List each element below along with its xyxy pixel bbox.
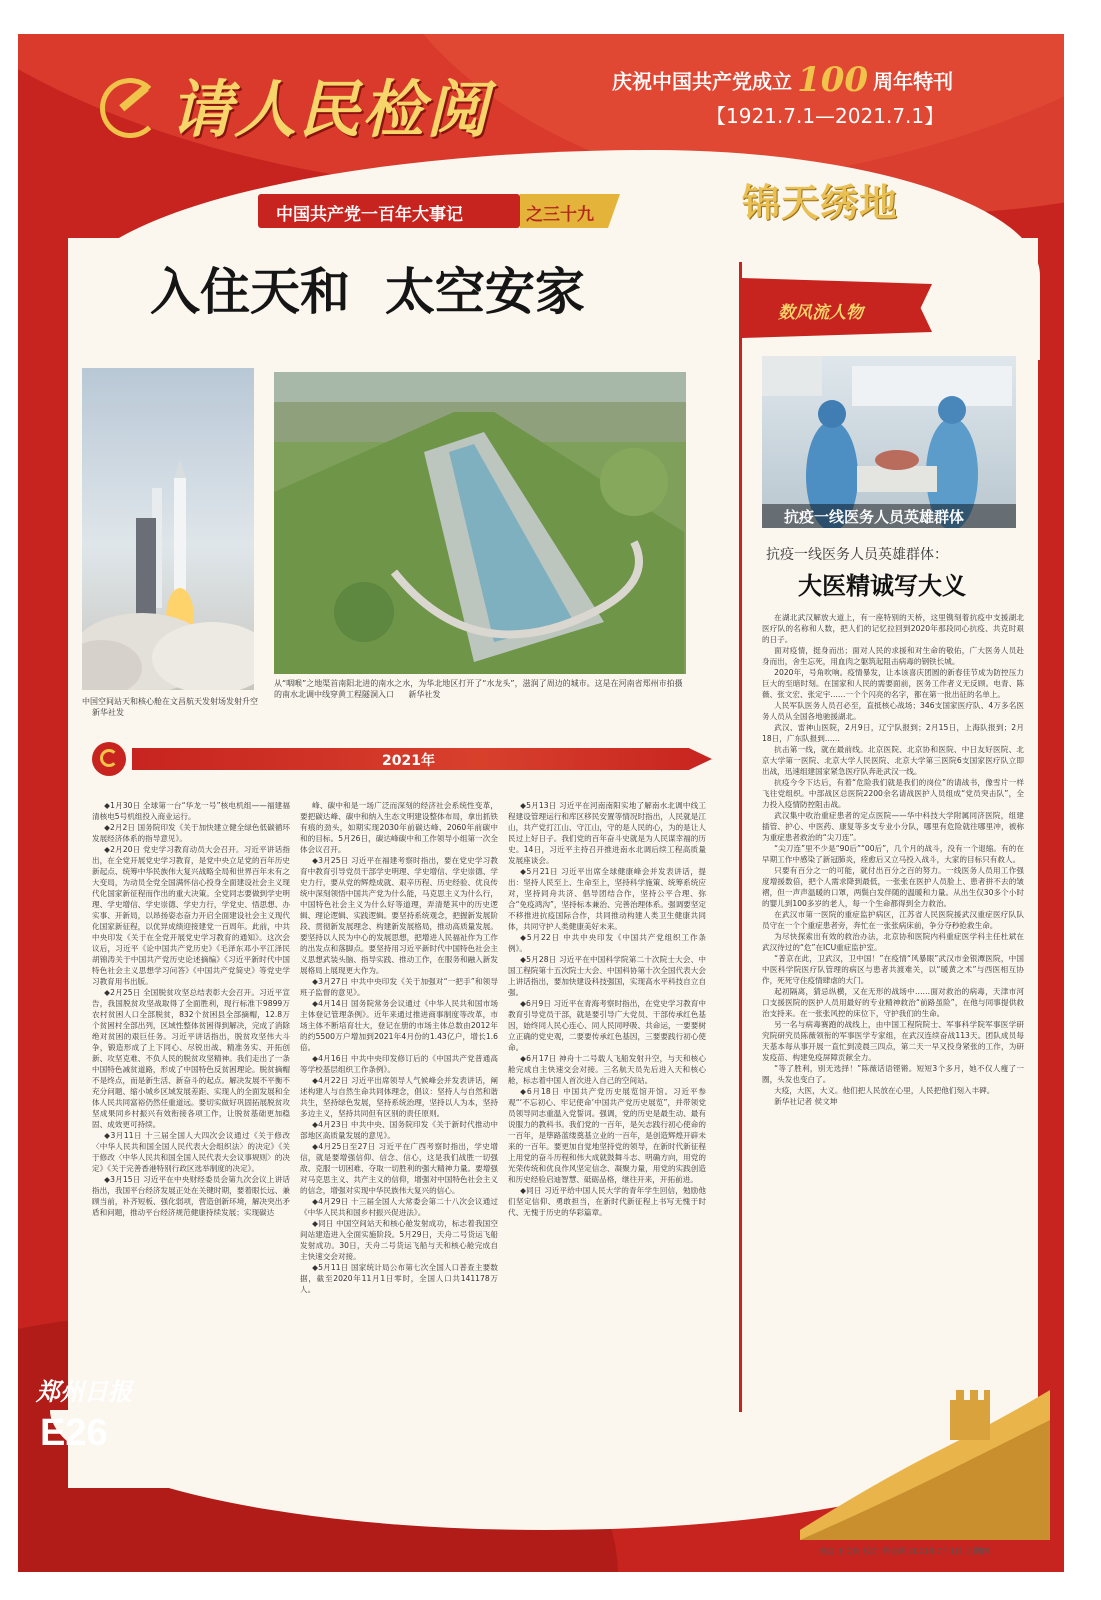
- article-paragraph: 武汉集中收治重症患者的定点医院——华中科技大学附属同济医院，组建插管、护心、中医药、康复等多支专业小分队，哪里有危险就往哪里冲，被称为重症患者救治的“尖刀连”。: [762, 811, 1024, 842]
- article-title: 大医精诚写大义: [798, 571, 966, 600]
- credits-line: 责编 王文捷 校对 蔡会新 2021年7月1日 星期四: [818, 1547, 990, 1556]
- article-paragraph: 抗疫今令下达后，有着“危险我们就是我们的岗位”的请战书，像雪片一样飞往党组织。中部战区总医院2200余名请战医护人员组成“党员突击队”，全力投入疫情防控阻击战。: [762, 778, 1024, 809]
- timeline-entry: ◆6月9日 习近平在青海考察时指出，在党史学习教育中教育引导党员干部，就是要引导广大党员、干部传承红色基因，始终同人民心连心、同人民同呼吸、共命运，一要要树立正确的党史观，二要要传承红色基因，三要要践行初心使命。: [508, 999, 706, 1052]
- series-suffix: 之三十九: [526, 205, 594, 225]
- right-caption-text: 从“咽喉”之地渠首南阳北进的南水之水，为华北地区打开了“水龙头”，滋润了周边的城市。这是在河南省郑州市拍摄的南水北调中线穿黄工程隧洞入口: [274, 679, 683, 699]
- great-wall-decoration: [800, 1360, 1050, 1540]
- article-paragraph: 另一名与病毒赛跑的战线上，由中国工程院院士、军事科学院军事医学研究院研究员陈薇领衔的军事医学专家组，在武汉连续奋战113天。团队成员每天基本每从事开展一直忙到凌晨三四点，第二天一早又投身紧张的工作，为研发疫苗、构建免疫屏障贡献全力。: [762, 1020, 1024, 1062]
- article-subtitle: 抗疫一线医务人员英雄群体：: [766, 547, 948, 563]
- left-caption-credit: 新华社发: [92, 708, 124, 717]
- article-paragraph: 面对疫情，挺身而出；面对人民的求援和对生命的敬佑，广大医务人员赴身而出，舍生忘死，用血肉之躯筑起阻击病毒的钢铁长城。: [762, 646, 1024, 666]
- article-paragraph: 在武汉市第一医院的重症监护病区，江苏省人民医院援武汉重症医疗队队员守在一个个重症患者旁，奔忙在一张张病床前，争分夺秒抢救生命。: [762, 910, 1024, 930]
- article-byline: 新华社记者 侯文坤: [774, 1097, 838, 1106]
- article-paragraph: 大疫，大医，大义。他们把人民放在心里，人民把他们刻入丰碑。: [774, 1086, 995, 1095]
- article-paragraph: 抗击第一线，就在最前线。北京医院、北京协和医院、中日友好医院、北京大学第一医院、北京大学人民医院、北京大学第三医院6支国家医疗队立即出战，迅速组建国家紧急医疗队奔赴武汉一线。: [762, 745, 1024, 776]
- rocket-launch-photo: [82, 368, 254, 690]
- timeline-entry: ◆4月14日 国务院常务会议通过《中华人民共和国市场主体登记管理条例》。近年来通过推进商事制度等改革，市场主体不断培育壮大，登记在册的市场主体总数由2012年的约5500万户增加到2021年4月份的1.43亿户，增长1.6倍。: [300, 999, 498, 1052]
- timeline-column-3: [508, 800, 706, 1455]
- timeline-entry: ◆3月25日 习近平在福建考察时指出，要在党史学习教育中教育引导党员干部学史明理、学史增信、学史崇德、学史力行，要从党的辉煌成就、艰辛历程、历史经验、优良传统中深刻领悟中国共产党为什么能，马克思主义为什么行，中国特色社会主义为什么好等道理，弄清楚其中的历史逻辑、理论逻辑、实践逻辑。要坚持系统观念，把握新发展阶段、贯彻新发展理念、构建新发展格局，推动高质量发展。要坚持以人民为中心的发展思想，把增进人民福祉作为工作的出发点和落脚点。要坚持用习近平新时代中国特色社会主义思想武装头脑、指导实践、推动工作，在服务和融入新发展格局上展现更大作为。: [300, 856, 498, 975]
- headline: 入住天和 太空安家: [150, 262, 585, 321]
- timeline-entry: ◆4月22日 习近平出席领导人气候峰会并发表讲话，阐述构建人与自然生命共同体理念，倡议：坚持人与自然和谐共生，坚持绿色发展，坚持系统治理，坚持以人为本，坚持多边主义，坚持共同但有区别的责任原则。: [300, 1076, 498, 1118]
- article-paragraph: “等了胜利，别无选择！”陈薇话语铿锵。短短3个多月，她不仅人瘦了一圈，头发也变白了。: [762, 1064, 1024, 1084]
- medical-workers-photo: [762, 356, 1016, 528]
- article-paragraph: “尖刀连”里不少是“90后”“00后”，几个月的战斗，没有一个退缩。有的在早期工作中感染了新冠肺炎，痊愈后又立马投入战斗，大家的目标只有救人。: [762, 844, 1024, 864]
- article-paragraph: 人民军队医务人员召必至，直抵核心战场；346支国家医疗队、4万多名医务人员从全国各地驰援湖北。: [762, 701, 1024, 721]
- aerial-photo-art: [274, 372, 686, 674]
- rocket-photo-art: [82, 368, 254, 690]
- timeline-entry: ◆6月17日 神舟十二号载人飞船发射升空，与天和核心舱完成自主快速交会对接。三名航天员先后进入天和核心舱，标志着中国人首次进入自己的空间站。: [508, 1054, 706, 1085]
- celebration-suffix: 周年特刊: [873, 69, 954, 94]
- date-range: 【1921.7.1—2021.7.1】: [706, 104, 945, 128]
- anniversary-number: 100: [797, 60, 869, 100]
- timeline-entry: ◆6月18日 中国共产党历史展览馆开馆。习近平参观“‘不忘初心、牢记使命’中国共产党历史展览”，并带领党员领导同志重温入党誓词。强调，党的历史是最生动、最有说服力的教科书。我们党的一百年，是矢志践行初心使命的一百年，是筚路蓝缕奠基立业的一百年，是创造辉煌开辟未来的一百年。要更加自觉地坚持党的领导，在新时代新征程上用党的奋斗历程和伟大成就鼓舞斗志、明确方向，用党的光荣传统和优良作风坚定信念、凝聚力量，用党的实践创造和历史经验启迪智慧、砥砺品格，继往开来，开拓前进。: [508, 1087, 706, 1184]
- timeline-entry: ◆5月28日 习近平在中国科学院第二十次院士大会、中国工程院第十五次院士大会、中国科协第十次全国代表大会上讲话指出，要加快建设科技强国，实现高水平科技自立自强。: [508, 955, 706, 997]
- series-prefix: 中国共产党一百年大事记: [276, 205, 463, 225]
- timeline-entry: ◆1月30日 全球第一台“华龙一号”核电机组——福建福清核电5号机组投入商业运行。: [92, 801, 290, 821]
- medical-photo-label: 抗疫一线医务人员英雄群体: [784, 508, 965, 526]
- timeline-entry: ◆5月21日 习近平出席全球健康峰会并发表讲话，提出：坚持人民至上、生命至上，坚持科学施策、统筹系统应对，坚持同舟共济、倡导团结合作，坚持公平合理、弥合“免疫鸿沟”，坚持标本兼治、完善治理体系。强调要坚定不移推进抗疫国际合作，共同推动构建人类卫生健康共同体，共同守护人类健康美好未来。: [508, 867, 706, 931]
- medical-photo-art: [762, 356, 1016, 528]
- timeline-entry: ◆3月15日 习近平在中央财经委员会第九次会议上讲话指出，我国平台经济发展正处在关键时期，要着眼长远、兼顾当前，补齐短板、强化弱项，营造创新环境，解决突出矛盾和问题，推动平台经济规范健康持续发展；实现碳达: [92, 1175, 290, 1217]
- timeline-entry: ◆5月22日 中共中央印发《中国共产党组织工作条例》。: [508, 933, 706, 953]
- article-paragraph: 在湖北武汉解放大道上，有一座特别的天桥，这里镌刻着抗疫中支援湖北医疗队的名称和人数，把人们的记忆拉回到2020年那段同心抗疫、共克时艰的日子。: [762, 613, 1024, 644]
- series-banner: [258, 194, 638, 228]
- article-paragraph: 只要有百分之一的可能，就付出百分之百的努力。一线医务人员用工作强度增援数倍，把个人需求降到最低，一张张在医护人员脸上、患者拼不去的皱褶，但一声声温暖的口罩，两鬓白发伴随的温暖和力量。从出生仅30多个小时的婴儿到100多岁的老人，每一个生命都得到全力救治。: [762, 866, 1024, 908]
- year-banner: [92, 742, 712, 776]
- timeline-entry: ◆4月25日至27日 习近平在广西考察时指出，学史增信，就是要增强信仰、信念、信心，这是我们战胜一切强敌、克服一切困难、夺取一切胜利的强大精神力量。要增强对马克思主义、共产主义的信仰，增强对中国特色社会主义的信念，增强对实现中华民族伟大复兴的信心。: [300, 1142, 498, 1195]
- timeline-entry: 峰、碳中和是一场广泛而深刻的经济社会系统性变革，要把碳达峰、碳中和纳入生态文明建设整体布局，拿出抓铁有痕的劲头，如期实现2030年前碳达峰、2060年前碳中和的目标。5月26日，碳达峰碳中和工作领导小组第一次全体会议召开。: [300, 801, 498, 854]
- paper-name: 郑州日报: [36, 1377, 132, 1406]
- left-photo-caption: [82, 696, 258, 722]
- aerial-canal-photo: [274, 372, 686, 674]
- timeline-entry: ◆5月11日 国家统计局公布第七次全国人口普查主要数据，截至2020年11月1日零时，全国人口共141178万人。: [300, 1263, 498, 1294]
- timeline-entry: ◆4月16日 中共中央印发修订后的《中国共产党普通高等学校基层组织工作条例》。: [300, 1054, 498, 1074]
- party-emblem-icon: [100, 749, 118, 767]
- article-paragraph: 武汉、雷神山医院，2月9日，辽宁队报到；2月15日，上海队报到；2月18日，广东队报到……: [762, 723, 1024, 743]
- timeline-entry: ◆4月29日 十三届全国人大常委会第二十八次会议通过《中华人民共和国乡村振兴促进法》。: [300, 1197, 498, 1217]
- section-title: 锦天绣地: [742, 180, 899, 225]
- celebration-line: [612, 60, 1052, 100]
- right-caption-credit: 新华社发: [408, 690, 441, 699]
- celebration-text: 庆祝中国共产党成立: [612, 69, 792, 94]
- hammer-sickle-icon: [100, 78, 160, 138]
- timeline-entry: ◆3月27日 中共中央印发《关于加强对“一把手”和领导班子监督的意见》。: [300, 977, 498, 997]
- timeline-column-2: [300, 800, 498, 1455]
- timeline-entry: ◆5月13日 习近平在河南南阳实地了解南水北调中线工程建设管理运行和库区移民安置等情况时指出，人民就是江山，共产党打江山、守江山，守的是人民的心，为的是让人民过上好日子。我们党的百年奋斗史就是为人民谋幸福的历史。14日，习近平主持召开推进南水北调后续工程高质量发展座谈会。: [508, 801, 706, 865]
- article-paragraph: 起初隔离，猜忌纵横，又在无形的战场中……面对救治的病毒，天津市河口支援医院的医护人员用最好的专业精神救治“前路虽险”，在他与同事提供救治支持来。在一张张风控的床位下，守护我们的生命。: [762, 987, 1024, 1018]
- article-paragraph: “普京在此，卫武汉，卫中国！”在疫情“风暴眼”武汉市金银潭医院，中国中医科学院医疗队管理的病区与患者共渡难关，以“暖黄之术”与西医相互协作，死死守住疫情肆虐的大门。: [762, 954, 1024, 985]
- left-caption-text: 中国空间站天和核心舱在文昌航天发射场发射升空: [82, 697, 258, 706]
- timeline-column-1: [92, 800, 290, 1360]
- year-banner-label: 2021年: [382, 753, 435, 769]
- column-divider: [739, 262, 742, 1412]
- great-wall-art: [800, 1360, 1050, 1540]
- timeline-entry: ◆4月23日 中共中央、国务院印发《关于新时代推动中部地区高质量发展的意见》。: [300, 1120, 498, 1140]
- right-photo-caption: [274, 678, 686, 714]
- page-number: E26: [40, 1412, 108, 1454]
- article-paragraph: 为尽快探索出有效的救治办法，北京协和医院内科重症医学科主任杜斌在武汉待过的“危”在ICU重症监护室。: [762, 932, 1024, 952]
- timeline-entry: ◆2月25日 全国脱贫攻坚总结表彰大会召开。习近平宣告，我国脱贫攻坚战取得了全面胜利，现行标准下9899万农村贫困人口全部脱贫，832个贫困县全部摘帽，12.8万个贫困村全部出列，区域性整体贫困得到解决，完成了消除绝对贫困的艰巨任务。习近平讲话指出，脱贫攻坚伟大斗争，锻造形成了上下同心、尽锐出战、精准务实、开拓创新、攻坚克难、不负人民的脱贫攻坚精神。我们走出了一条中国特色减贫道路，形成了中国特色反贫困理论。脱贫摘帽不是终点，而是新生活、新奋斗的起点。解决发展不平衡不充分问题、缩小城乡区域发展差距、实现人的全面发展和全体人民共同富裕仍然任重道远。要切实做好巩固拓展脱贫攻坚成果同乡村振兴有效衔接各项工作，让脱贫基础更加稳固、成效更可持续。: [92, 988, 290, 1129]
- article-paragraph: 2020年，号角吹响。疫情暴发，让本该喜庆团圆的新春佳节成为防控压力巨大的至暗时刻。在国家和人民的需要面前，医务工作者义无反顾。电青、陈薇、张文宏、张定宇……一个个闪亮的名字，都在第一批出征的名单上。: [762, 668, 1024, 699]
- timeline-entry: ◆2月2日 国务院印发《关于加快建立健全绿色低碳循环发展经济体系的指导意见》。: [92, 823, 290, 843]
- masthead-title: 请人民检阅: [170, 73, 491, 146]
- timeline-entry: ◆同日 习近平给中国人民大学的青年学生回信，勉励他们坚定信仰、勇敢担当，在新时代新征程上书写无愧于时代、无愧于历史的华彩篇章。: [508, 1186, 706, 1217]
- timeline-entry: ◆2月20日 党史学习教育动员大会召开。习近平讲话指出，在全党开展党史学习教育，是党中央立足党的百年历史新起点、统筹中华民族伟大复兴战略全局和世界百年未有之大变局，为动员全党全国满怀信心投身全面建设社会主义现代化国家新征程而作出的重大决策。全党同志要做到学史明理、学史增信、学史崇德、学史力行，学党史、悟思想、办实事、开新局，以昂扬姿态奋力开启全面建设社会主义现代化国家新征程，以优异成绩迎接建党一百周年。此前，中共中央印发《关于在全党开展党史学习教育的通知》。这次会议后，习近平《论中国共产党历史》《毛泽东邓小平江泽民胡锦涛关于中国共产党历史论述摘编》《习近平新时代中国特色社会主义思想学习问答》《中国共产党简史》等党史学习教育用书出版。: [92, 845, 290, 986]
- timeline-entry: ◆3月11日 十三届全国人大四次会议通过《关于修改〈中华人民共和国全国人民代表大会组织法〉的决定》《关于修改〈中华人民共和国全国人民代表大会议事规则〉的决定》《关于完善香港特别行政区选举制度的决定》。: [92, 1131, 290, 1173]
- article-body: [762, 612, 1024, 1396]
- timeline-entry: ◆同日 中国空间站天和核心舱发射成功，标志着我国空间站建造进入全面实施阶段。5月29日，天舟二号货运飞船发射成功。30日，天舟二号货运飞船与天和核心舱完成自主快速交会对接。: [300, 1219, 498, 1261]
- right-section-title: 数风流人物: [778, 303, 863, 323]
